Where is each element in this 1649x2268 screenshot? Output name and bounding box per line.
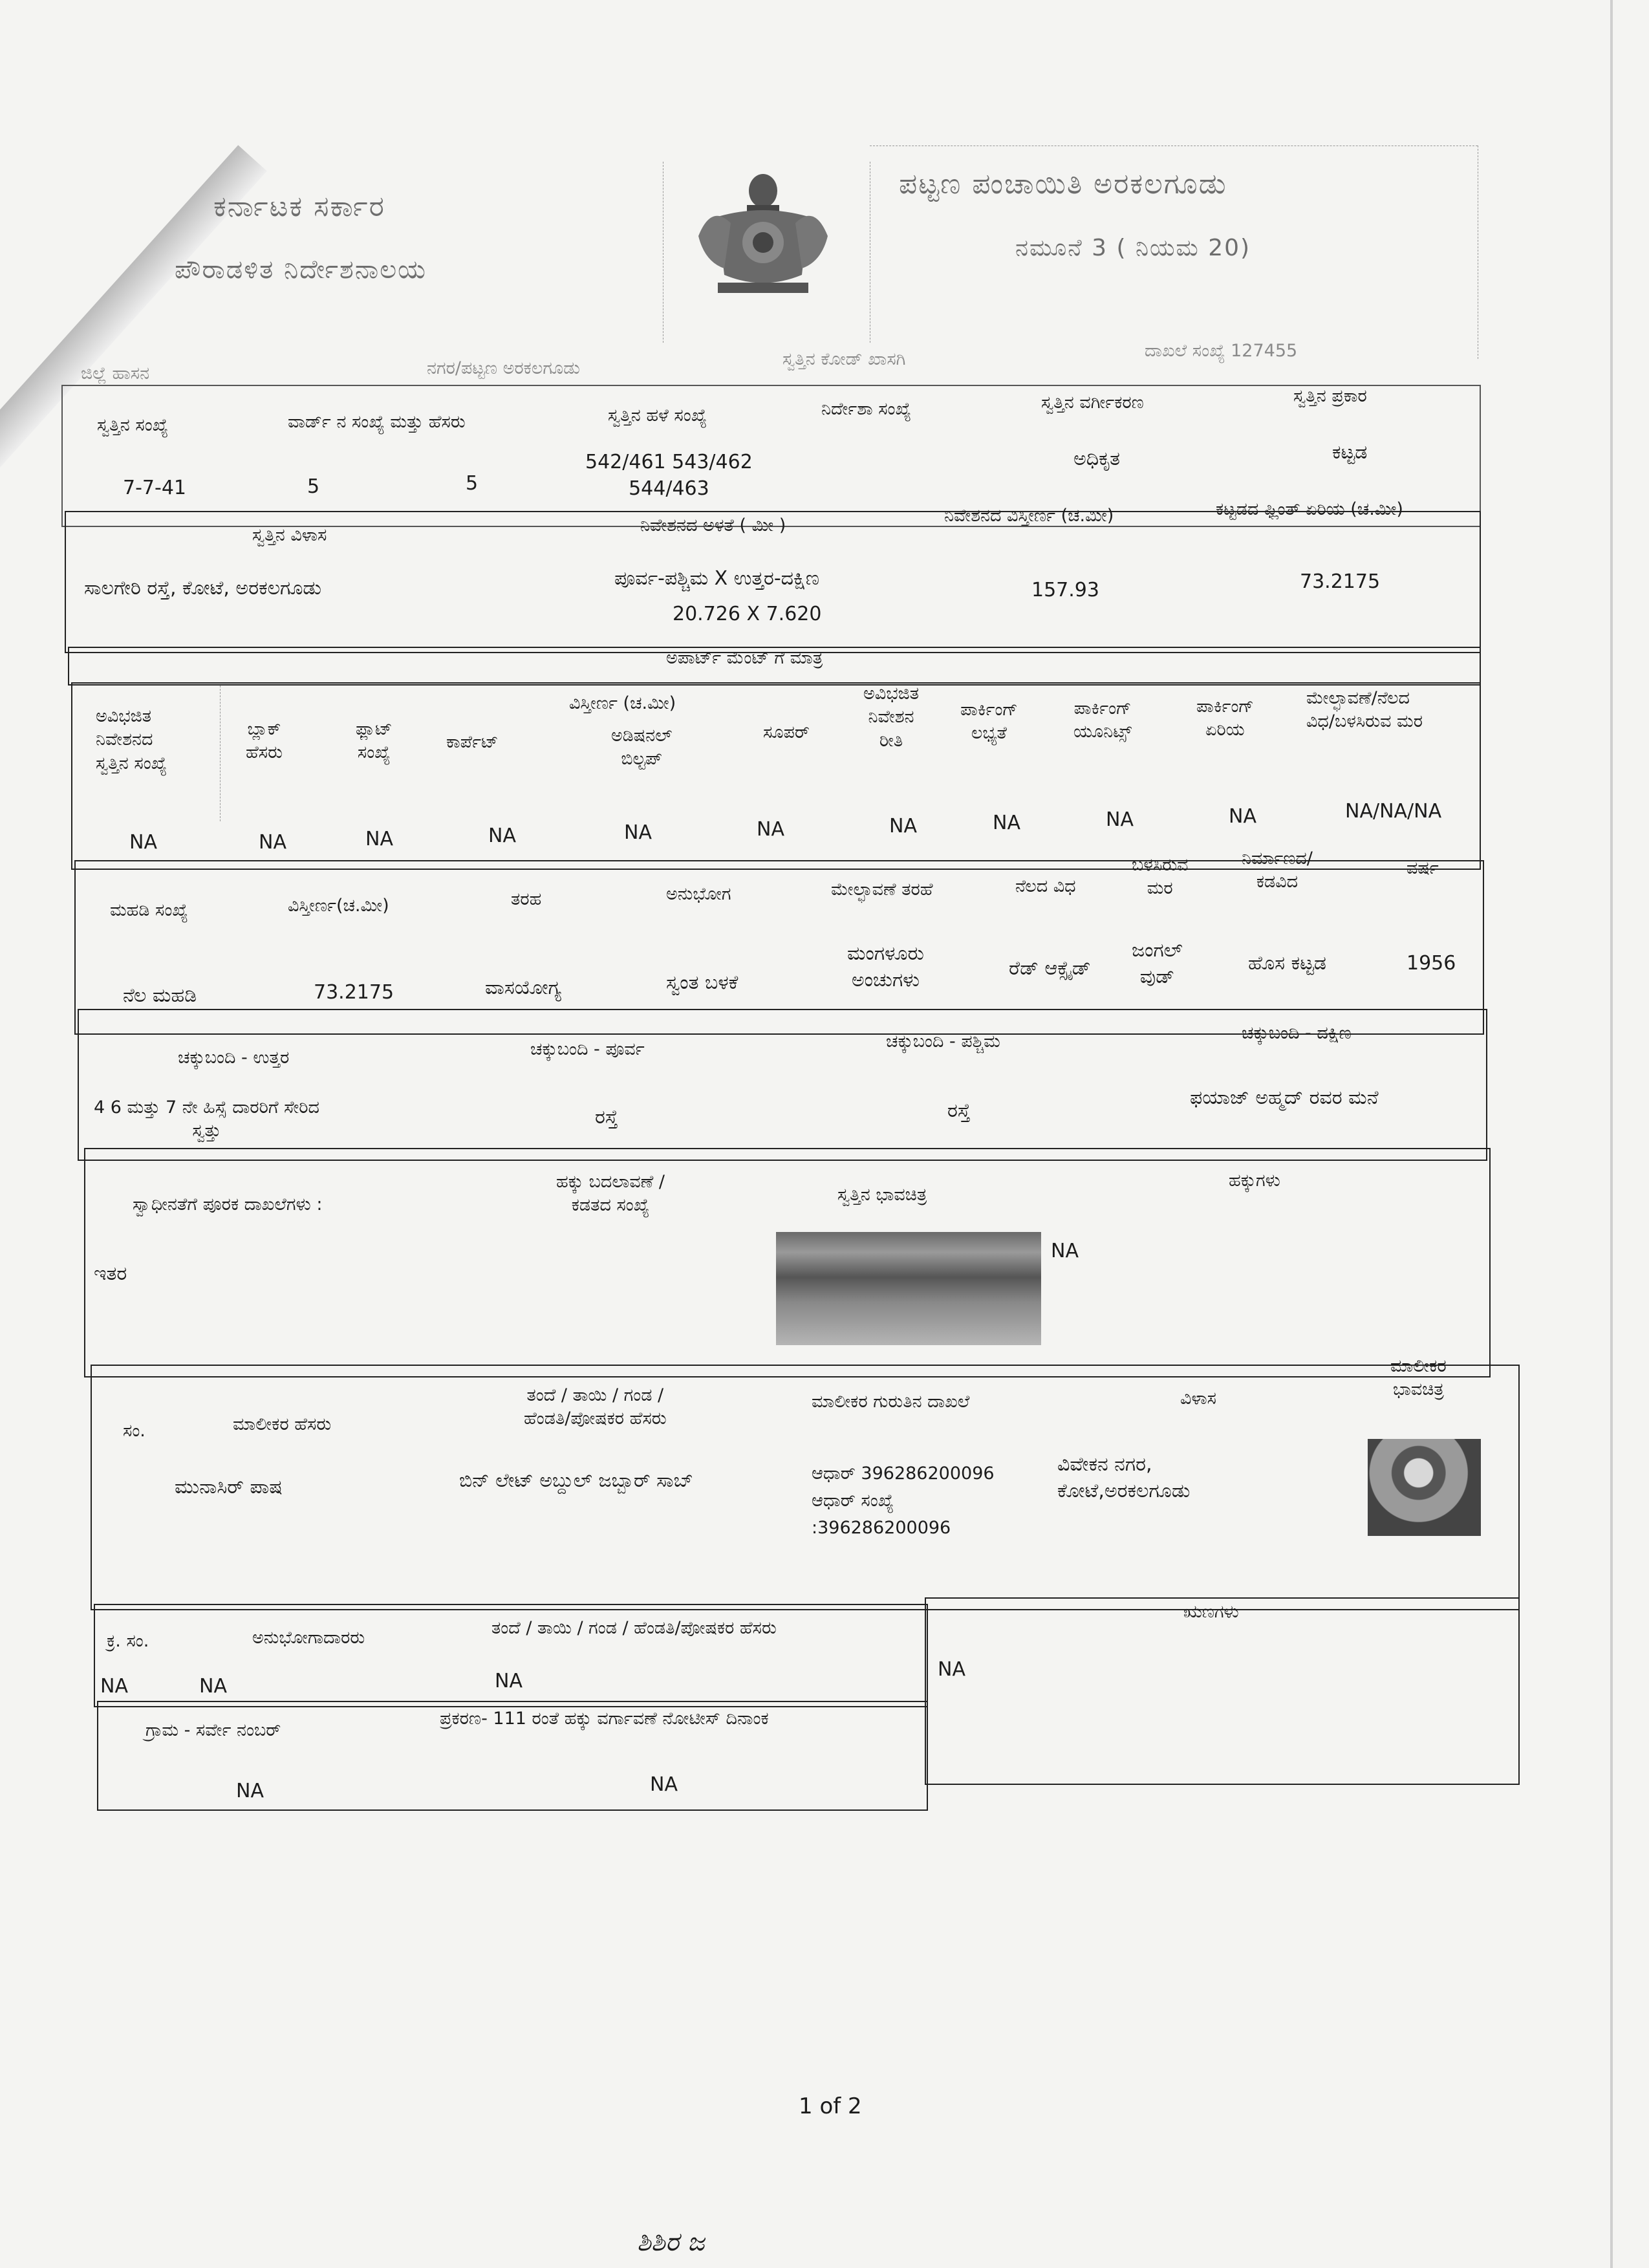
survey-value-village-no: NA (236, 1780, 264, 1802)
apt-value-parking-units: NA (1106, 808, 1134, 831)
apt-value-roof-floor-wood: NA/NA/NA (1345, 800, 1442, 823)
floor-header-year: ವರ್ಷ (1406, 858, 1439, 878)
apt-header-block-name: ಬ್ಲಾಕ್ ಹೆಸರು (246, 719, 283, 763)
floor-header-usage: ಅನುಭೋಗ (666, 884, 731, 904)
apt-header-undivided-type: ಅವಿಭಜಿತ ನಿವೇಶನ ರೀತಿ (863, 684, 920, 751)
boundary-header-west: ಚಕ್ಕುಬಂದಿ - ಪಶ್ಚಿಮ (886, 1031, 1000, 1052)
owner-block (91, 1365, 1520, 1610)
floor-value-wood: ಜಂಗಲ್ ವುಡ್ (1132, 939, 1183, 988)
apt-value-parking-area: NA (1229, 805, 1256, 828)
owner-header-address: ವಿಳಾಸ (1180, 1388, 1216, 1409)
apt-header-additional: ಅಡಿಷನಲ್ ಬಿಲ್ಟಪ್ (611, 726, 673, 770)
apt-value-block-name: NA (259, 831, 286, 854)
old-property-number: 542/461 543/462 544/463 (585, 451, 753, 500)
header-ward: ವಾರ್ಡ್ ನ ಸಂಖ್ಯೆ ಮತ್ತು ಹೆಸರು (288, 412, 466, 432)
apt-header-flat-no: ಫ್ಲಾಟ್ ಸಂಖ್ಯೆ (356, 719, 393, 763)
loans-header: ಋಣಗಳು (1183, 1602, 1239, 1622)
floor-header-wood: ಬಳಸಿರುವ ಮರ (1132, 855, 1189, 899)
dimension-value: 20.726 X 7.620 (673, 603, 822, 625)
header-plinth-area: ಕಟ್ಟಡದ ಫ್ಲಿಂತ್ ಏರಿಯ (ಚ.ಮೀ) (1216, 499, 1403, 519)
owner-header-name: ಮಾಲೀಕರ ಹೆಸರು (233, 1414, 332, 1434)
site-area-value: 157.93 (1031, 579, 1099, 601)
floor-value-floor-no: ನೆಲ ಮಹಡಿ (123, 984, 197, 1007)
owner-address: ವಿವೇಕನ ನಗರ, ಕೋಟೆ,ಅರಕಲಗೂಡು (1057, 1453, 1191, 1502)
header-old-no: ಸ್ವತ್ತಿನ ಹಳೆ ಸಂಖ್ಯೆ (608, 405, 707, 426)
survey-header-village-no: ಗ್ರಾಮ - ಸರ್ವೇ ನಂಬರ್ (146, 1720, 281, 1740)
boundary-header-south: ಚಕ್ಕುಬಂದಿ - ದಕ್ಷಿಣ (1242, 1023, 1352, 1043)
boundary-header-east: ಚಕ್ಕುಬಂದಿ - ಪೂರ್ವ (530, 1039, 645, 1059)
apt-header-undivided-no: ಅವಿಭಜಿತ ನಿವೇಶನದ ಸ್ವತ್ತಿನ ಸಂಖ್ಯೆ (96, 706, 167, 773)
ward-name: 5 (466, 472, 479, 495)
header-site-area: ನಿವೇಶನದ ವಿಸ್ತೀರ್ಣ (ಚ.ಮೀ) (944, 506, 1114, 526)
rights-header-rights: ಹಕ್ಕುಗಳು (1229, 1171, 1280, 1191)
owner-header-parent: ತಂದೆ / ತಾಯಿ / ಗಂಡ / ಹೆಂಡತಿ/ಪೋಷಕರ ಹೆಸರು (524, 1385, 667, 1429)
survey-header-notice-date: ಪ್ರಕರಣ- 111 ರಂತೆ ಹಕ್ಕು ವರ್ಗಾವಣೆ ನೋಟೀಸ್ ದಿನಾಂಕ (440, 1709, 769, 1729)
boundary-value-south: ಫಯಾಜ್ ಅಹ್ಮದ್ ರವರ ಮನೆ (1190, 1086, 1379, 1109)
floor-header-floor-type: ನೆಲದ ವಿಧ (1015, 876, 1076, 896)
dept-name: ಪೌರಾಡಳಿತ ನಿರ್ದೇಶನಾಲಯ (175, 255, 427, 285)
occupant-value-name: NA (199, 1675, 227, 1698)
floor-value-area: 73.2175 (314, 981, 394, 1004)
header-direction-no: ನಿರ್ದೇಶಾ ಸಂಖ್ಯೆ (821, 399, 911, 419)
owner-parent-name: ಬಿನ್ ಲೇಟ್ ಅಬ್ದುಲ್ ಜಬ್ಬಾರ್ ಸಾಬ್ (459, 1469, 693, 1492)
owner-photo (1368, 1439, 1481, 1536)
boundary-value-west: ರಸ್ತೆ (947, 1099, 971, 1122)
town-field: ನಗರ/ಪಟ್ಟಣ ಅರಕಲಗೂಡು (427, 358, 580, 378)
classification-value: ಅಧಿಕೃತ (1073, 448, 1121, 470)
floor-value-type: ವಾಸಯೋಗ್ಯ (485, 977, 562, 999)
rights-value: NA (1051, 1240, 1079, 1262)
survey-value-notice-date: NA (650, 1773, 678, 1796)
govt-name: ಕರ್ನಾಟಕ ಸರ್ಕಾರ (213, 190, 385, 223)
header-dimension: ನಿವೇಶನದ ಅಳತೆ ( ಮೀ ) (640, 515, 786, 535)
floor-value-construction: ಹೊಸ ಕಟ್ಟಡ (1248, 952, 1326, 975)
owner-header-photo: ಮಾಲೀಕರ ಭಾವಚಿತ್ರ (1390, 1356, 1447, 1400)
boundary-header-north: ಚಕ್ಕುಬಂದಿ - ಉತ್ತರ (178, 1048, 290, 1068)
page-number: 1 of 2 (799, 2093, 862, 2119)
apt-header-parking-avail: ಪಾರ್ಕಿಂಗ್ ಲಭ್ಯತೆ (960, 700, 1018, 744)
handwritten-signature: ಶಿಶಿರ ಜ (637, 2227, 705, 2257)
floor-value-roof: ಮಂಗಳೂರು ಅಂಚುಗಳು (847, 942, 924, 991)
floor-header-area: ವಿಸ್ತೀರ್ಣ(ಚ.ಮೀ) (288, 896, 389, 916)
state-emblem-icon (685, 165, 841, 301)
floor-value-usage: ಸ್ವಂತ ಬಳಕೆ (666, 971, 738, 994)
header-classification: ಸ್ವತ್ತಿನ ವರ್ಗೀಕರಣ (1041, 393, 1144, 413)
floor-header-floor-no: ಮಹಡಿ ಸಂಖ್ಯೆ (110, 900, 188, 920)
form-number: ನಮೂನೆ 3 ( ನಿಯಮ 20) (1015, 235, 1251, 261)
ward-number: 5 (307, 475, 320, 498)
apt-header-parking-area: ಪಾರ್ಕಿಂಗ್ ಏರಿಯ (1196, 697, 1254, 740)
floor-value-floor-type: ರೆಡ್ ಆಕ್ಸೈಡ್ (1009, 957, 1091, 980)
scan-right-edge (1610, 0, 1613, 2268)
loans-value: NA (938, 1658, 965, 1681)
apt-value-carpet: NA (488, 825, 516, 847)
property-code-field: ಸ್ವತ್ತಿನ ಕೋಡ್ ಖಾಸಗಿ (782, 349, 906, 369)
apt-value-flat-no: NA (365, 828, 393, 850)
apt-value-additional: NA (624, 821, 652, 844)
floor-header-roof: ಮೇಲ್ಛಾವಣೆ ತರಹೆ (831, 880, 933, 900)
apt-value-super: NA (757, 818, 784, 841)
apt-value-undivided-type: NA (889, 815, 917, 837)
property-number: 7-7-41 (123, 477, 186, 499)
district-field: ಜಿಲ್ಲೆ ಹಾಸನ (81, 363, 150, 383)
occupant-value-parent: NA (495, 1670, 523, 1692)
floor-header-type: ತರಹ (511, 889, 542, 909)
occupant-value-sl-no: NA (100, 1675, 128, 1698)
occupant-header-parent: ತಂದೆ / ತಾಯಿ / ಗಂಡ / ಹೆಂಡತಿ/ಪೋಷಕರ ಹೆಸರು (491, 1618, 777, 1638)
dimension-label: ಪೂರ್ವ-ಪಶ್ಚಿಮ X ಉತ್ತರ-ದಕ್ಷಿಣ (614, 567, 819, 590)
plinth-area-value: 73.2175 (1300, 570, 1381, 593)
apt-header-roof-floor-wood: ಮೇಲ್ಛಾವಣೆ/ನೆಲದ ವಿಧ/ಬಳಸಿರುವ ಮರ (1306, 688, 1423, 732)
apt-header-parking-units: ಪಾರ್ಕಿಂಗ್ ಯೂನಿಟ್ಸ್ (1073, 698, 1132, 742)
floor-header-construction: ನಿರ್ಮಾಣದ/ ಕಡವಿದ (1242, 848, 1313, 892)
property-photo (776, 1232, 1041, 1345)
owner-id-document: ಆಧಾರ್ 396286200096 ಆಧಾರ್ ಸಂಖ್ಯೆ :396286200096 (812, 1463, 995, 1538)
boundary-value-north: 4 6 ಮತ್ತು 7 ನೇ ಹಿಸ್ಸೆ ದಾರರಿಗೆ ಸೇರಿದ ಸ್ವತ್ತು (94, 1097, 319, 1141)
apt-value-parking-avail: NA (993, 812, 1020, 834)
entry-number-field: ದಾಖಲೆ ಸಂಖ್ಯೆ 127455 (1145, 341, 1298, 361)
occupant-header-sl-no: ಕ್ರ. ಸಂ. (107, 1631, 149, 1651)
rights-header-documents: ಸ್ವಾಧೀನತೆಗೆ ಪೂರಕ ದಾಖಲೆಗಳು : (133, 1194, 323, 1215)
owner-name: ಮುನಾಸಿರ್ ಪಾಷ (175, 1476, 283, 1498)
property-type-value: ಕಟ್ಟಡ (1332, 441, 1368, 464)
municipality-name: ಪಟ್ಟಣ ಪಂಚಾಯಿತಿ ಅರಕಲಗೂಡು (899, 167, 1227, 200)
owner-header-id-doc: ಮಾಲೀಕರ ಗುರುತಿನ ದಾಖಲೆ (812, 1392, 970, 1412)
floor-value-year: 1956 (1406, 952, 1456, 975)
header-address: ಸ್ವತ್ತಿನ ವಿಳಾಸ (252, 525, 327, 545)
rights-documents-value: ಇತರ (94, 1262, 127, 1285)
occupant-header-name: ಅನುಭೋಗಾದಾರರು (252, 1628, 365, 1648)
apartment-title: ಅಪಾರ್ಟ್ ಮೆಂಟ್ ಗೆ ಮಾತ್ರ (666, 648, 823, 668)
header-property-no: ಸ್ವತ್ತಿನ ಸಂಖ್ಯೆ (97, 415, 169, 435)
apt-value-undivided-no: NA (129, 831, 157, 854)
apt-header-super: ಸೂಪರ್ (763, 722, 810, 742)
loans-block (925, 1597, 1520, 1785)
apt-header-carpet: ಕಾರ್ಪೆಟ್ (446, 732, 499, 752)
rights-header-change-file-no: ಹಕ್ಕು ಬದಲಾವಣೆ / ಕಡತದ ಸಂಖ್ಯೆ (556, 1172, 665, 1216)
apartment-area-group: ವಿಸ್ತೀರ್ಣ (ಚ.ಮೀ) (569, 693, 676, 713)
header-property-type: ಸ್ವತ್ತಿನ ಪ್ರಕಾರ (1293, 386, 1367, 406)
rights-header-property-photo: ಸ್ವತ್ತಿನ ಭಾವಚಿತ್ರ (837, 1185, 927, 1205)
boundary-value-east: ರಸ್ತೆ (595, 1106, 618, 1129)
owner-header-sl-no: ಸಂ. (123, 1421, 146, 1441)
property-address: ಸಾಲಗೇರಿ ರಸ್ತೆ, ಕೋಟೆ, ಅರಕಲಗೂಡು (84, 577, 322, 599)
